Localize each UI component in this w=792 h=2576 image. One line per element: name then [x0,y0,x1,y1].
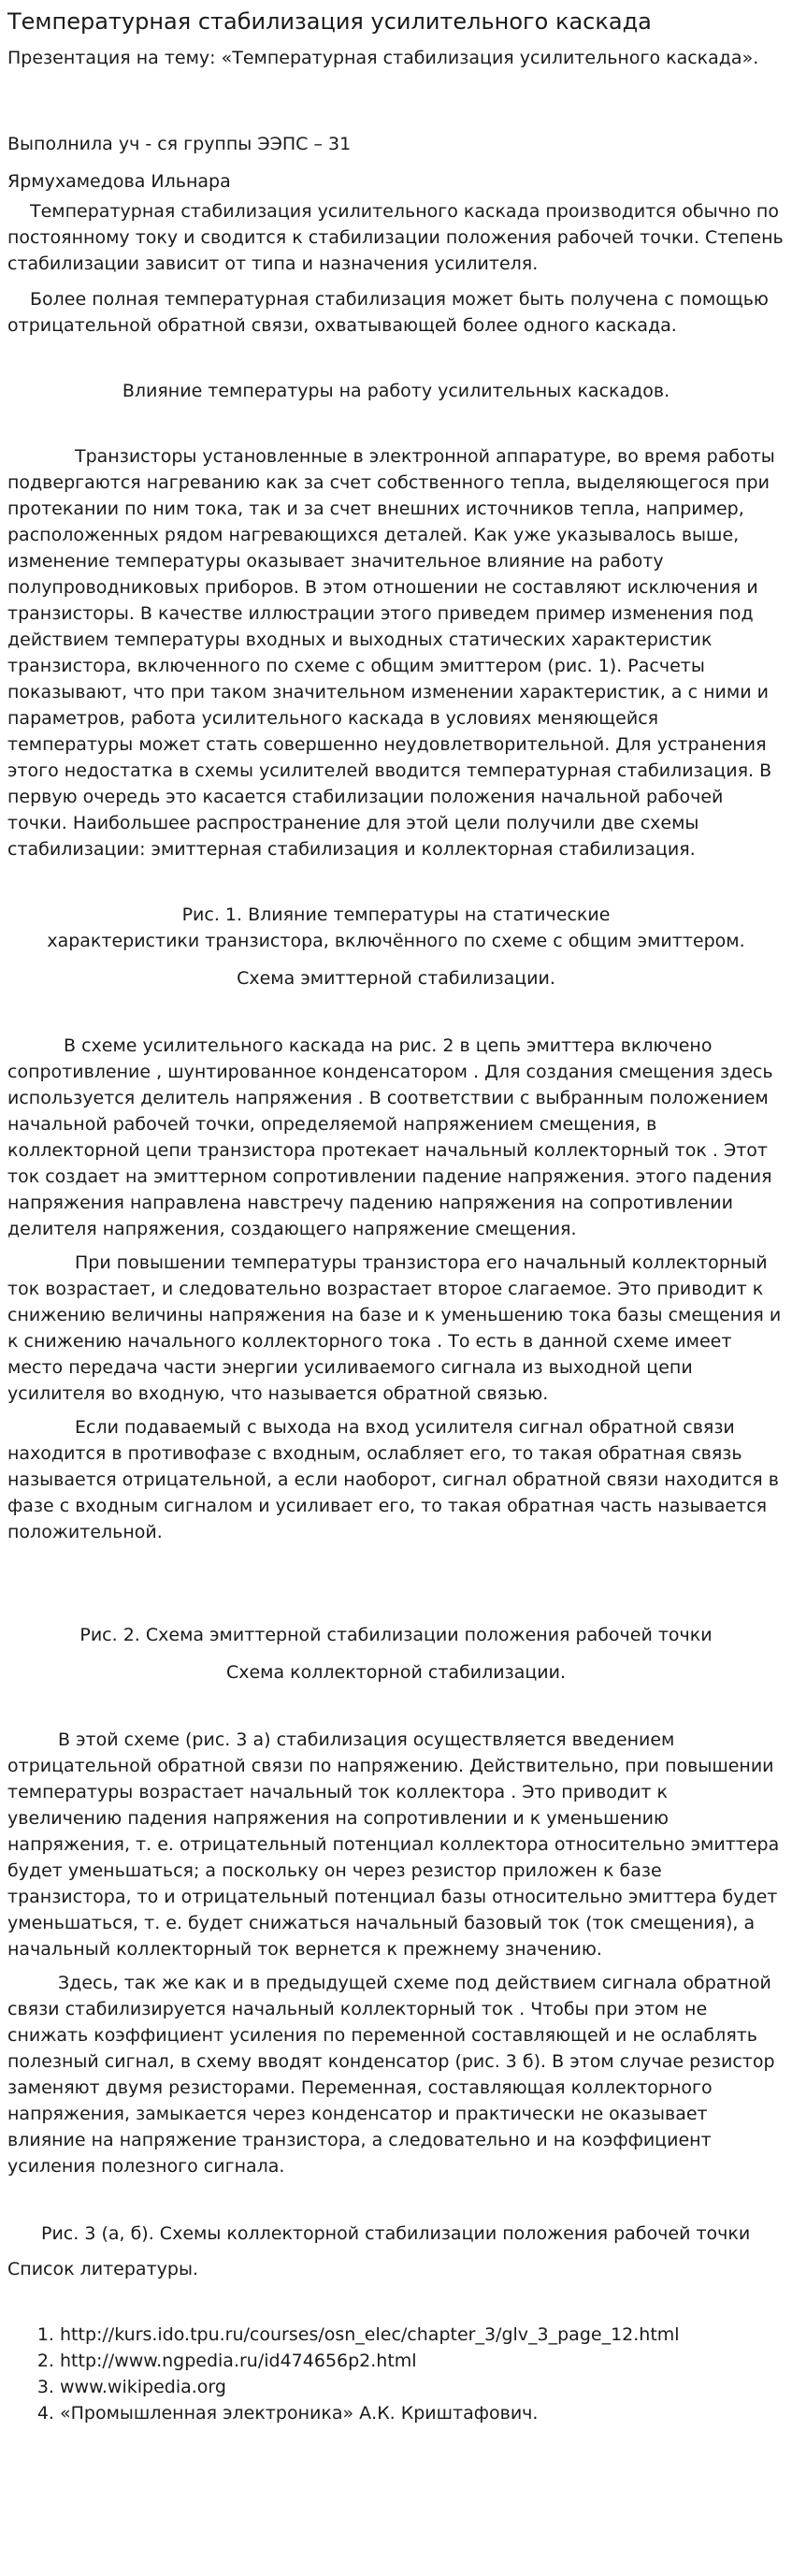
figure-1-caption-line-1: Рис. 1. Влияние температуры на статические [181,904,611,925]
reference-item: 4. «Промышленная электроника» А.К. Криштафович. [60,2400,785,2426]
emitter-paragraph-2: При повышении температуры транзистора его начальный коллекторный ток возрастает, и следовательно возрастает второе слагаемое. Это приводит к снижению величины напряжения на базе и к уменьшению тока базы смещения и к снижению начального коллекторного тока . То есть в данной схеме имеет место передача части энергии усиливаемого сигнала из выходной цепи усилителя во входную, что называется обратной связью. [7,1252,782,1404]
literature-heading: Список литературы. [7,2259,198,2279]
page-title: Температурная стабилизация усилительного каскада [7,8,652,35]
emitter-paragraph-3: Если подаваемый с выхода на вход усилителя сигнал обратной связи находится в противофазе с входным, ослабляет его, то такая обратная связь называется отрицательной, а если наоборот, сигнал обратной связи находится в фазе с входным сигналом и усиливает его, то такая обратная часть называется положительной. [7,1417,779,1542]
collector-paragraph-1: В этой схеме (рис. 3 а) стабилизация осуществляется введением отрицательной обратной связи по напряжению. Действительно, при повышении температуры возрастает начальный ток коллектора . Это приводит к увеличению падения напряжения на сопротивлении и к уменьшению напряжения, т. е. отрицательный потенциал коллектора относительно эмиттера будет уменьшаться; а поскольку он через резистор приложен к базе транзистора, то и отрицательный потенциал базы относительно эмиттера будет уменьшаться, т. е. будет снижаться начальный базовый ток (ток смещения), а начальный коллекторный ток вернется к прежнему значению. [7,1729,780,1960]
intro-paragraph-1: Температурная стабилизация усилительного каскада производится обычно по постоянному току и сводится к стабилизации положения рабочей точки. Степень стабилизации зависит от типа и назначения усилителя. [7,201,784,274]
reference-item: 2. http://www.ngpedia.ru/id474656p2.html [60,2348,785,2374]
reference-list [7,2322,785,2426]
collector-paragraph-2: Здесь, так же как и в предыдущей схеме под действием сигнала обратной связи стабилизируется начальный коллекторный ток . Чтобы при этом не снижать коэффициент усиления по переменной составляющей и не ослаблять полезный сигнал, в схему вводят конденсатор (рис. 3 б). В этом случае резистор заменяют двумя резисторами. Переменная, составляющая коллекторного напряжения, замыкается через конденсатор и практически не оказывает влияние на напряжение транзистора, а следовательно и на коэффициент усиления полезного сигнала. [7,1973,775,2177]
author-name: Ярмухамедова Ильнара [7,171,231,192]
reference-item: 3. www.wikipedia.org [60,2374,785,2400]
presentation-subtitle: Презентация на тему: «Температурная стабилизация усилительного каскада». [7,48,759,68]
figure-3-caption: Рис. 3 (а, б). Схемы коллекторной стабилизации положения рабочей точки [41,2223,751,2244]
figure-2-caption: Рис. 2. Схема эмиттерной стабилизации положения рабочей точки [79,1625,713,1645]
section-heading-temperature-influence: Влияние температуры на работу усилительных каскадов. [122,381,670,401]
reference-item: 1. http://kurs.ido.tpu.ru/courses/osn_elec/chapter_3/glv_3_page_12.html [60,2322,785,2348]
section-heading-collector-stabilization: Схема коллекторной стабилизации. [225,1662,567,1683]
author-group-line: Выполнила уч - ся группы ЭЭПС – 31 [7,134,352,154]
figure-1-caption-line-2: характеристики транзистора, включённого по схеме с общим эмиттером. [47,931,745,951]
temperature-influence-paragraph: Транзисторы установленные в электронной аппаратуре, во время работы подвергаются нагреванию как за счет собственного тепла, выделяющегося при протекании по ним тока, так и за счет внешних источников тепла, например, расположенных рядом нагревающихся деталей. Как уже указывалось выше, изменение температуры оказывает значительное влияние на работу полупроводниковых приборов. В этом отношении не составляют исключения и транзисторы. В качестве иллюстрации этого приведем пример изменения под действием температуры входных и выходных статических характеристик транзистора, включенного по схеме с общим эмиттером (рис. 1). Расчеты показывают, что при таком значительном изменении характеристик, а с ними и параметров, работа усилительного каскада в условиях меняющейся температуры может стать совершенно неудовлетворительной. Для устранения этого недостатка в схемы усилителей вводится температурная стабилизация. В первую очередь это касается стабилизации положения начальной рабочей точки. Наибольшее распространение для этой цели получили две схемы стабилизации: эмиттерная стабилизация и коллекторная стабилизация. [7,446,775,860]
section-heading-emitter-stabilization: Схема эмиттерной стабилизации. [237,968,555,989]
intro-paragraph-2: Более полная температурная стабилизация может быть получена с помощью отрицательной обратной связи, охватывающей более одного каскада. [7,289,769,336]
emitter-paragraph-1: В схеме усилительного каскада на рис. 2 в цепь эмиттера включено сопротивление , шунтированное конденсатором . Для создания смещения здесь используется делитель напряжения . В соответствии с выбранным положением начальной рабочей точки, определяемой напряжением смещения, в коллекторной цепи транзистора протекает начальный коллекторный ток . Этот ток создает на эмиттерном сопротивлении падение напряжения. этого падения напряжения направлена навстречу падению напряжения на сопротивлении делителя напряжения, создающего напряжение смещения. [7,1035,773,1239]
